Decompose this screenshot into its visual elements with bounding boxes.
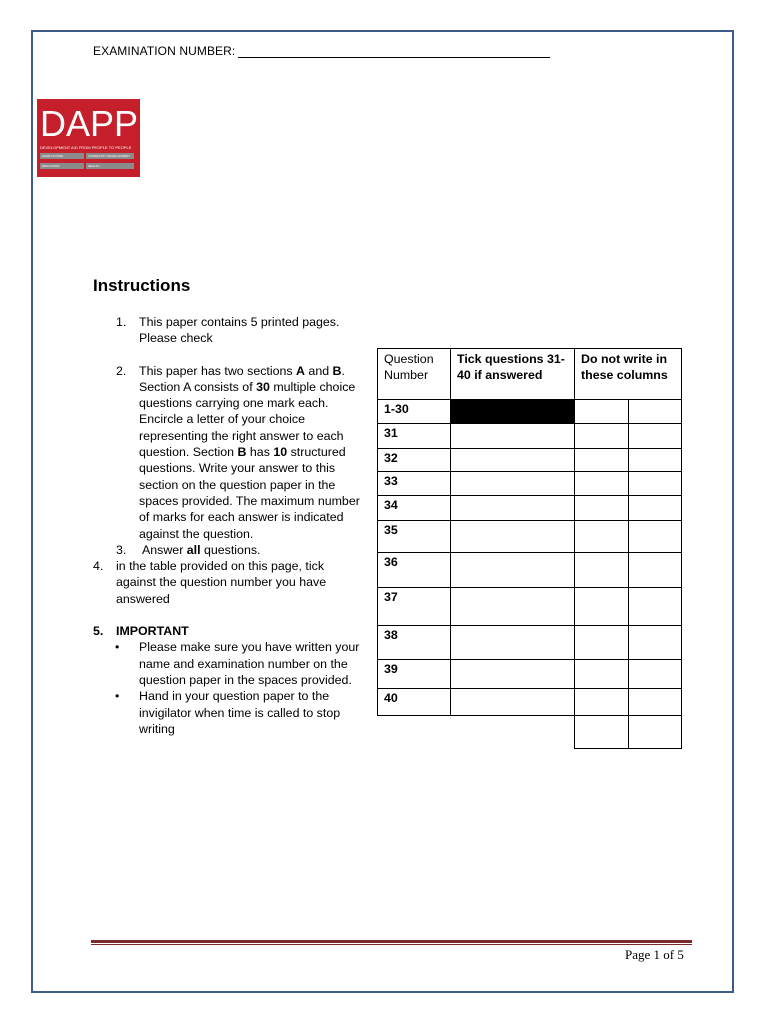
bullet-text: Please make sure you have written your name and examination number on the question paper in the spaces provided. [139, 640, 360, 687]
col-header-do-not-write: Do not write in these columns [575, 349, 682, 400]
question-table [377, 348, 682, 749]
bullet-icon: • [115, 640, 120, 655]
item-number: 1. [116, 315, 127, 329]
row-label: 32 [378, 449, 451, 472]
table-row [378, 660, 682, 689]
bullet-item [115, 688, 363, 737]
tick-cell[interactable] [451, 496, 575, 521]
important-title: IMPORTANT [116, 624, 189, 639]
table-row [378, 626, 682, 660]
table-row [378, 689, 682, 716]
marker-cell [629, 689, 682, 716]
table-header-row [378, 349, 682, 400]
marker-cell [575, 496, 629, 521]
instruction-item-5 [93, 623, 363, 737]
row-label: 37 [378, 588, 451, 626]
bullet-item [115, 639, 363, 688]
total-marker-cell [575, 716, 629, 749]
marker-cell [629, 626, 682, 660]
tick-cell-blocked [451, 400, 575, 424]
marker-cell [629, 588, 682, 626]
logo-tagline: DEVELOPMENT AID FROM PEOPLE TO PEOPLE [40, 145, 132, 150]
footer-rule [91, 940, 692, 943]
logo-box-agriculture: AGRICULTURE [40, 153, 84, 159]
tick-cell[interactable] [451, 660, 575, 689]
marker-cell [629, 521, 682, 553]
marker-cell [575, 521, 629, 553]
table-row [378, 472, 682, 496]
row-label: 1-30 [378, 400, 451, 424]
marker-cell [575, 449, 629, 472]
col-header-question-number: Question Number [378, 349, 451, 400]
logo-box-health: HEALTH [86, 163, 134, 169]
instruction-item-1 [93, 314, 363, 347]
item-number: 4. [93, 559, 104, 574]
row-label: 34 [378, 496, 451, 521]
row-label: 38 [378, 626, 451, 660]
page-number: Page 1 of 5 [625, 947, 684, 962]
marker-cell [575, 553, 629, 588]
instruction-item-2 [93, 363, 363, 542]
table-row [378, 400, 682, 424]
bullet-icon: • [115, 689, 120, 704]
dapp-logo [37, 99, 140, 177]
examination-number-blank[interactable] [238, 45, 550, 58]
tick-cell[interactable] [451, 449, 575, 472]
tick-cell[interactable] [451, 521, 575, 553]
logo-box-community: COMMUNITY DEVELOPMENT [86, 153, 134, 159]
instructions-heading: Instructions [93, 276, 191, 295]
instruction-item-3 [93, 542, 363, 558]
bullet-text: Hand in your question paper to the invigilator when time is called to stop writing [139, 689, 341, 736]
total-marker-cell [629, 716, 682, 749]
marker-cell [629, 400, 682, 424]
col-header-tick: Tick questions 31-40 if answered [451, 349, 575, 400]
marker-cell [629, 660, 682, 689]
table-row [378, 553, 682, 588]
row-label: 31 [378, 424, 451, 449]
row-label: 33 [378, 472, 451, 496]
marker-cell [575, 472, 629, 496]
marker-cell [575, 626, 629, 660]
table-row [378, 424, 682, 449]
item-text: Answer all questions. [142, 542, 261, 557]
item-text: in the table provided on this page, tick against the question number you have answered [116, 559, 327, 606]
marker-cell [575, 689, 629, 716]
table-total-row [378, 716, 682, 749]
marker-cell [629, 424, 682, 449]
marker-cell [629, 449, 682, 472]
marker-cell [629, 472, 682, 496]
tick-cell[interactable] [451, 472, 575, 496]
instruction-item-4 [93, 558, 363, 607]
row-label: 35 [378, 521, 451, 553]
tick-cell[interactable] [451, 424, 575, 449]
item-text: This paper has two sections A and B. Section A consists of 30 multiple choice questions carrying one mark each. Encircle a letter of your choice representing the right answer to each question. Section B has 10 structured questions. Write your answer to this section on the question paper in the spaces provided. The maximum number of marks for each answer is indicated against the question. [139, 363, 360, 541]
table-row [378, 588, 682, 626]
row-label: 39 [378, 660, 451, 689]
item-text: This paper contains 5 printed pages. Please check [139, 315, 340, 346]
item-number: 2. [116, 363, 127, 378]
examination-number-label: EXAMINATION NUMBER: [93, 44, 236, 58]
marker-cell [629, 496, 682, 521]
table-row [378, 449, 682, 472]
marker-cell [575, 400, 629, 424]
item-number: 5. [93, 624, 104, 639]
tick-cell[interactable] [451, 588, 575, 626]
row-label: 40 [378, 689, 451, 716]
tick-cell[interactable] [451, 626, 575, 660]
marker-cell [575, 588, 629, 626]
instructions-list [93, 314, 363, 737]
marker-cell [575, 660, 629, 689]
table-row [378, 521, 682, 553]
row-label: 36 [378, 553, 451, 588]
tick-cell[interactable] [451, 553, 575, 588]
table-row [378, 496, 682, 521]
marker-cell [575, 424, 629, 449]
tick-cell[interactable] [451, 689, 575, 716]
examination-number-line [93, 44, 550, 58]
item-number: 3. [116, 542, 127, 557]
footer-rule-thin [91, 944, 692, 945]
logo-box-education: EDUCATION [40, 163, 84, 169]
marker-cell [629, 553, 682, 588]
logo-word: DAPP [40, 103, 139, 144]
